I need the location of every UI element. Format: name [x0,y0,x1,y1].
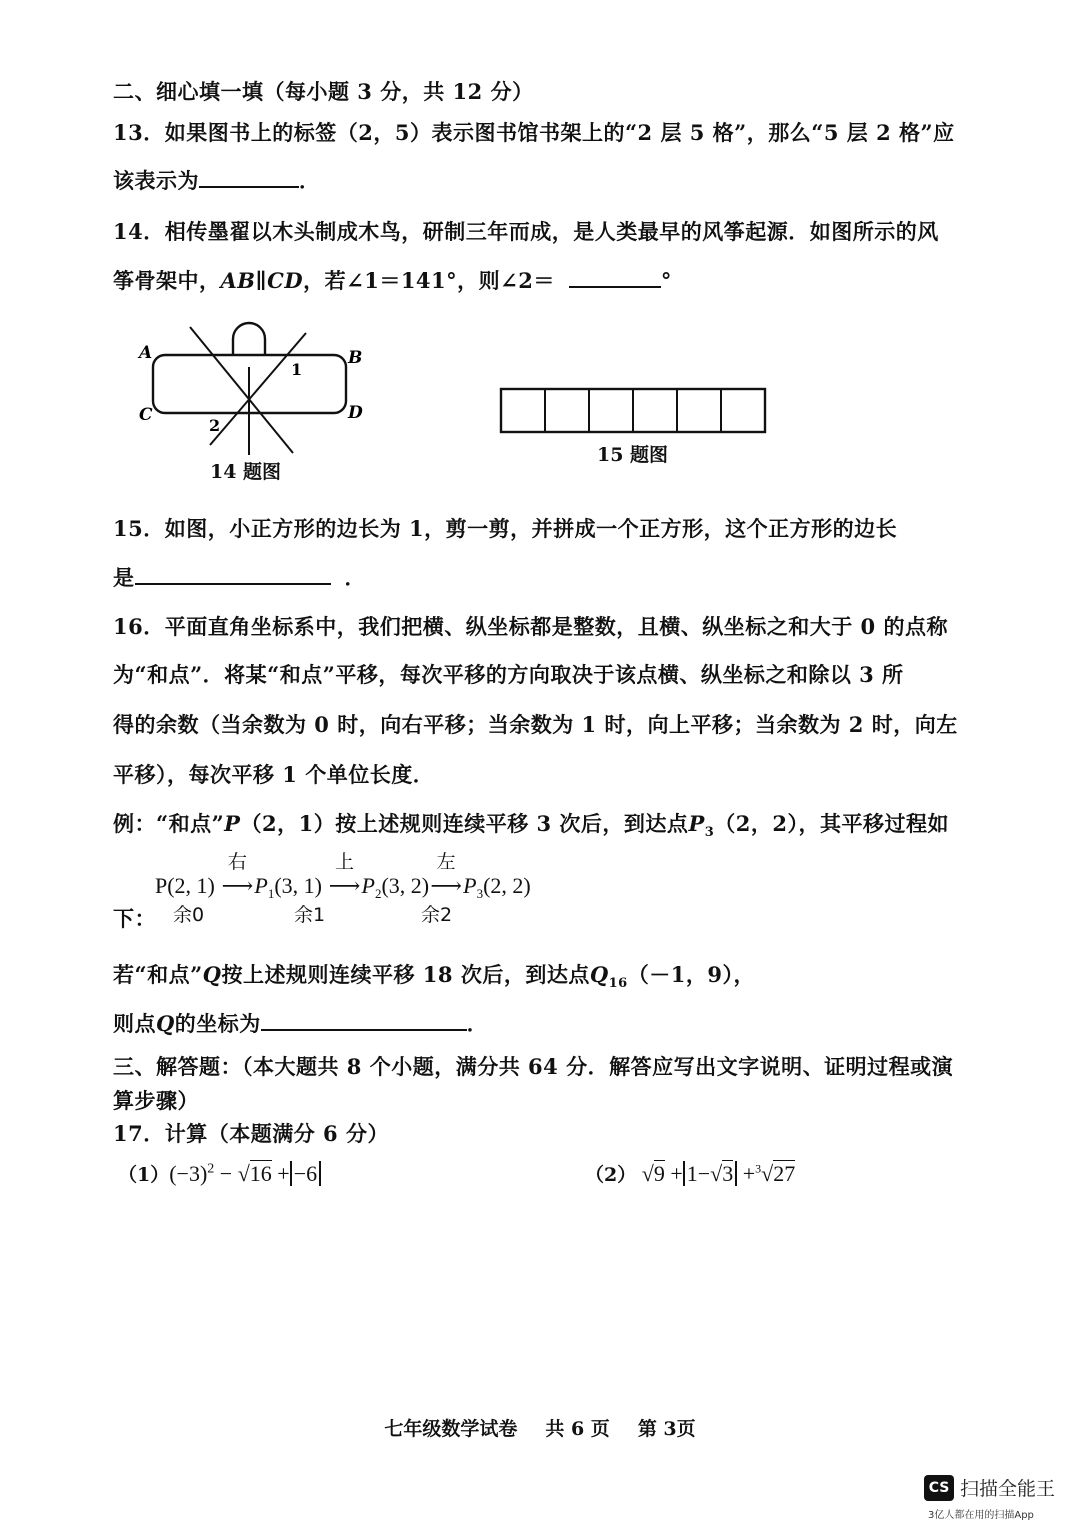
q16-period: ． [466,1011,489,1036]
q17-part2-cbrt-arg: 27 [773,1161,796,1186]
q16-example-text-b: （2，1）按上述规则连续平移 3 次后，到达点 [240,811,689,836]
q16-ans-point-q: Q [156,1011,175,1036]
seq-dir-up: 上 [334,852,354,873]
q15-line2 [113,562,366,592]
seq-point-p2-coord: (3, 2) [381,873,430,898]
q14-text-b: ，若∠1＝141°，则∠2＝ [303,268,555,293]
q16-point-q16: Q [589,962,609,987]
q17-part2-abs [683,1161,738,1186]
q17-part2-plus2: + [742,1161,756,1186]
q14-parallel-symbol: ∥ [255,268,268,293]
q16-ans-text-b: 的坐标为 [174,1011,261,1036]
kite-line-1 [190,327,293,453]
q13-line1: 13．如果图书上的标签（2，5）表示图书馆书架上的“2 层 5 格”，那么“5 层 2 格”应 [113,120,955,145]
camscanner-tagline: 3亿人都在用的扫描App [928,1510,1034,1521]
q16-line4: 平移），每次平移 1 个单位长度． [113,762,435,787]
seq-remainder-2: 余2 [421,904,453,926]
q16-example-below: 下： [113,906,156,931]
label-d: D [348,403,363,423]
label-a: A [139,343,153,363]
page-footer [0,1414,1080,1441]
q17-part1-plus: + [277,1161,290,1186]
q15-squares-figure [499,387,769,435]
q17-part2-label: （2） [585,1164,637,1186]
q17-part1 [118,1160,321,1187]
seq-point-p1-name: P [254,873,268,898]
q17-part1-sqrt-arg: 16 [249,1161,272,1186]
q16-ans-text-a: 则点 [113,1011,156,1036]
sqrt-icon: √ [641,1161,654,1186]
section3-heading-line1: 三、解答题：（本大题共 8 个小题，满分共 64 分．解答应写出文字说明、证明过程或演 [113,1054,954,1079]
sqrt-icon: √ [237,1161,250,1186]
footer-pages: 共 6 页 [545,1418,610,1440]
camscanner-logo-icon: CS [924,1475,954,1501]
q17-part2 [585,1160,795,1187]
q16-answer-blank[interactable] [261,1009,467,1031]
arrow-icon: ⟶ [430,873,462,898]
q15-figure-caption: 15 题图 [597,444,669,466]
seq-point-p3-name: P [463,873,477,898]
q14-figure-caption: 14 题图 [210,461,282,483]
section3-heading-line2: 算步骤） [113,1088,199,1113]
q13-period: ． [299,168,321,193]
label-c: C [139,405,153,425]
q16-point-p: P [224,811,241,836]
footer-title: 七年级数学试卷 [384,1418,518,1440]
seq-point-p2-sub: 2 [374,886,382,901]
section2-heading: 二、细心填一填（每小题 3 分，共 12 分） [113,79,534,104]
seq-remainder-0: 余0 [173,904,205,926]
q16-point-q: Q [202,962,222,987]
q14-line1: 14．相传墨翟以木头制成木鸟，研制三年而成，是人类最早的风筝起源．如图所示的风 [113,219,939,244]
q16-translation-sequence [155,852,531,901]
q17-part2-abs-sqrt: 3 [722,1161,734,1186]
q16-question-line [113,959,755,989]
seq-point-p0: P(2, 1) [155,873,215,898]
seq-point-p2-name: P [361,873,375,898]
seq-point-p1-coord: (3, 1) [274,873,322,898]
q14-answer-blank[interactable] [569,266,661,288]
seq-dir-right: 右 [227,852,247,873]
q14-line2 [113,265,672,295]
q13-line2 [113,165,321,195]
q17-part2-sqrt-arg: 9 [653,1161,665,1186]
q16-line3: 得的余数（当余数为 0 时，向右平移；当余数为 1 时，向上平移；当余数为 2 时，向左 [113,712,958,737]
q14-degree: ° [660,268,672,293]
q15-text: 是 [113,565,135,590]
q16-example-text-c: （2，2），其平移过程如 [714,811,950,836]
q16-q-text-b: 按上述规则连续平移 18 次后，到达点 [221,962,590,987]
q16-example-text-a: 例：“和点” [113,811,225,836]
q13-answer-blank[interactable] [199,166,299,188]
q16-q-text-a: 若“和点” [113,962,203,987]
seq-dir-left: 左 [436,852,456,873]
q14-text-a: 筝骨架中， [113,268,221,293]
q17-part1-base: (−3) [169,1161,208,1186]
angle-1-label: 1 [291,360,303,379]
seq-point-p3-coord: (2, 2) [483,873,531,898]
seq-remainder-1: 余1 [294,904,326,926]
seq-point-p3-sub: 3 [476,886,484,901]
seq-point-p1-sub: 1 [267,886,275,901]
q14-segment-cd: CD [267,268,304,293]
q14-kite-figure [130,305,380,465]
arrow-icon: ⟶ [221,873,254,898]
label-b: B [348,348,363,368]
camscanner-name: 扫描全能王 [960,1478,1056,1500]
q16-q-text-c: （－1，9）， [627,962,755,987]
q16-point-p3: P [688,811,705,836]
q17-part2-plus: + [670,1161,683,1186]
q16-answer-line [113,1008,488,1038]
q17-part1-label: （1） [118,1164,170,1186]
q16-point-p3-sub: 3 [704,825,715,840]
q16-line2: 为“和点”．将某“和点”平移，每次平移的方向取决于该点横、纵坐标之和除以 3 所 [113,662,904,687]
q16-line1: 16．平面直角坐标系中，我们把横、纵坐标都是整数，且横、纵坐标之和大于 0 的点称 [113,614,948,639]
q17-part1-minus: − [219,1161,233,1186]
q17-title: 17．计算（本题满分 6 分） [113,1121,389,1146]
angle-2-label: 2 [209,416,221,435]
q15-period: ． [344,565,366,590]
seq-arrow-left [429,852,463,899]
kite-arch [233,323,265,355]
q16-point-q16-sub: 16 [608,976,628,991]
q13-text: 该表示为 [113,168,199,193]
q15-line1: 15．如图，小正方形的边长为 1，剪一剪，并拼成一个正方形，这个正方形的边长 [113,516,898,541]
q17-part1-exponent: 2 [207,1161,215,1177]
q15-answer-blank[interactable] [135,563,331,585]
seq-arrow-up [328,852,362,899]
kite-line-2 [210,333,306,445]
arrow-icon: ⟶ [328,873,361,898]
q17-part2-abs-a: 1− [686,1161,711,1186]
q17-part1-abs: −6 [290,1161,321,1186]
q14-segment-ab: AB [220,268,256,293]
footer-current-page: 第 3页 [637,1418,696,1440]
sqrt-icon: √ [710,1161,723,1186]
seq-arrow-right [220,852,254,899]
q16-example-line [113,808,949,838]
cbrt-icon: √ [761,1161,774,1186]
q17-part2-cbrt-index: 3 [755,1161,762,1176]
